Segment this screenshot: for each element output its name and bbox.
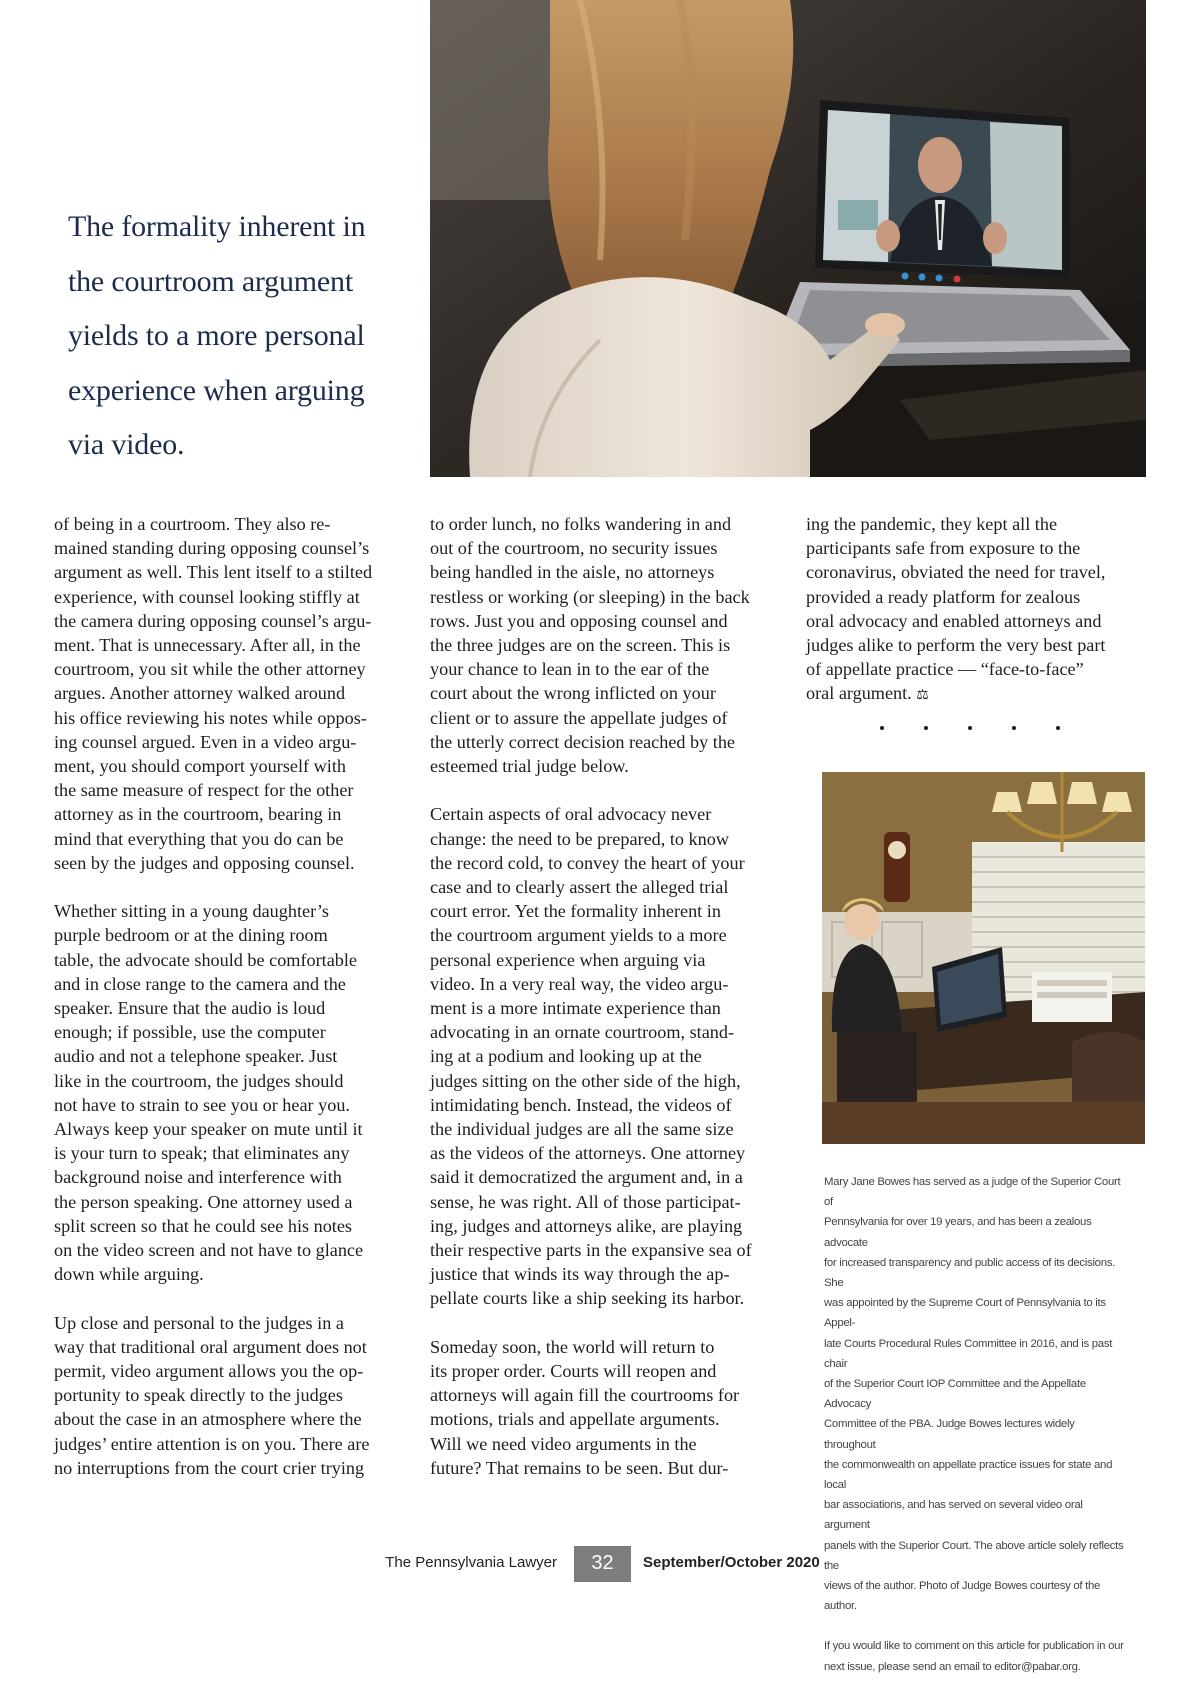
article-paragraph-text: ing the pandemic, they kept all the participants safe from exposure to the coronavirus, obviated the need for travel, provided a ready platform for zealous oral advocacy and enabled attorneys and judges alike to perform the very best part of appellate practice — “face-to-face” oral argument. (806, 514, 1106, 704)
comment-invitation: If you would like to comment on this article for publication in our next issue, please send an email to editor@pabar.org. (824, 1640, 1124, 1673)
article-column-3 (806, 512, 1146, 709)
article-paragraph: Someday soon, the world will return to its proper order. Courts will reopen and attorneys will again fill the courtrooms for motions, trials and appellate arguments. Will we need video arguments in the future? That remains to be seen. But dur- (430, 1336, 740, 1478)
divider-dot (1056, 726, 1060, 730)
article-paragraph: Certain aspects of oral advocacy never change: the need to be prepared, to know the record cold, to convey the heart of your case and to clearly assert the alleged trial court error. Yet the formality inherent in the courtroom argument yields to a more personal experience when arguing via video. In a very real way, the video argu- ment is a more intimate experience than advocating in an ornate courtroom, stand- ing at a podium and looking up at the judges sitting on the other side of the high, intimidating bench. Instead, the videos of the individual judges are all the same size as the videos of the attorneys. One attorney said it democratized the argument and, in a sense, he was right. All of those participat- ing, judges and attorneys alike, are playing their respective parts in the expansive sea of justice that winds its way through the ap- pellate courts like a ship seeking its harbor. (430, 804, 752, 1309)
pull-quote-line: yields to a more personal (68, 319, 365, 352)
author-photo (822, 772, 1145, 1144)
pull-quote-line: experience when arguing (68, 373, 365, 407)
article-paragraph: of being in a courtroom. They also re- mained standing during opposing counsel’s argument as well. This lent itself to a stilted experience, with counsel looking stiffly at the camera during opposing counsel’s argu- ment. That is unnecessary. After all, in the courtroom, you sit while the other attorney argues. Another attorney walked around his office reviewing his notes while oppos- ing counsel argued. Even in a video argu- ment, you should comport yourself with the same measure of respect for the other attorney as in the courtroom, bearing in mind that everything that you do can be seen by the judges and opposing counsel. (54, 514, 373, 873)
author-bio (824, 1172, 1124, 1697)
issue-date: September/October 2020 (643, 1554, 820, 1571)
divider-dot (1012, 726, 1016, 730)
article-column-2 (430, 512, 770, 1480)
divider-dot (880, 726, 884, 730)
article-paragraph: Up close and personal to the judges in a way that traditional oral argument does not permit, video argument allows you the op- portunity to speak directly to the judges about the case in an atmosphere where the judges’ entire attention is on you. There are no interruptions from the court crier trying (54, 1312, 370, 1478)
author-bio-paragraph: Mary Jane Bowes has served as a judge of the Superior Court of Pennsylvania for over 19 years, and has been a zealous advocate for increased transparency and public access of its decisions. She was appointed by the Supreme Court of Pennsylvania to its Appel- late Courts Procedural Rules Committee in 2016, and is past chair of the Superior Court IOP Committee and the Appellate Advocacy Committee of the PBA. Judge Bowes lectures widely throughout the commonwealth on appellate practice issues for state and local bar associations, and has served on several video oral argument panels with the Superior Court. The above article solely reflects the views of the author. Photo of Judge Bowes courtesy of the author. (824, 1176, 1124, 1613)
hero-photo-video-call (430, 0, 1146, 477)
article-paragraph: Whether sitting in a young daughter’s purple bedroom or at the dining room table, the advocate should be comfortable and in close range to the camera and the speaker. Ensure that the audio is loud enough; if possible, use the computer audio and not a telephone speaker. Just like in the courtroom, the judges should not have to strain to see you or hear you. Always keep your speaker on mute until it is your turn to speak; that eliminates any background noise and interference with the person speaking. One attorney used a split screen so that he could see his notes on the video screen and not have to glance down while arguing. (54, 901, 364, 1285)
pull-quote-line: via video. (68, 428, 185, 461)
divider-dot (968, 726, 972, 730)
page-number: 32 (574, 1546, 631, 1582)
publication-name: The Pennsylvania Lawyer (385, 1554, 557, 1571)
article-paragraph (806, 512, 1146, 709)
section-divider-dots (880, 726, 1060, 730)
pull-quote (68, 200, 413, 473)
pull-quote-line: The formality inherent in (68, 210, 366, 243)
pull-quote-line: the courtroom argument (68, 264, 353, 298)
article-column-1 (54, 512, 394, 1480)
page-footer (0, 1546, 1200, 1582)
divider-dot (924, 726, 928, 730)
end-mark-icon: ⚖ (916, 688, 929, 704)
article-paragraph: to order lunch, no folks wandering in and out of the courtroom, no security issues being handled in the aisle, no attorneys restless or working (or sleeping) in the back rows. Just you and opposing counsel and the three judges are on the screen. This is your chance to lean in to the ear of the court about the wrong inflicted on your client or to assure the appellate judges of the utterly correct decision reached by the esteemed trial judge below. (430, 514, 750, 777)
